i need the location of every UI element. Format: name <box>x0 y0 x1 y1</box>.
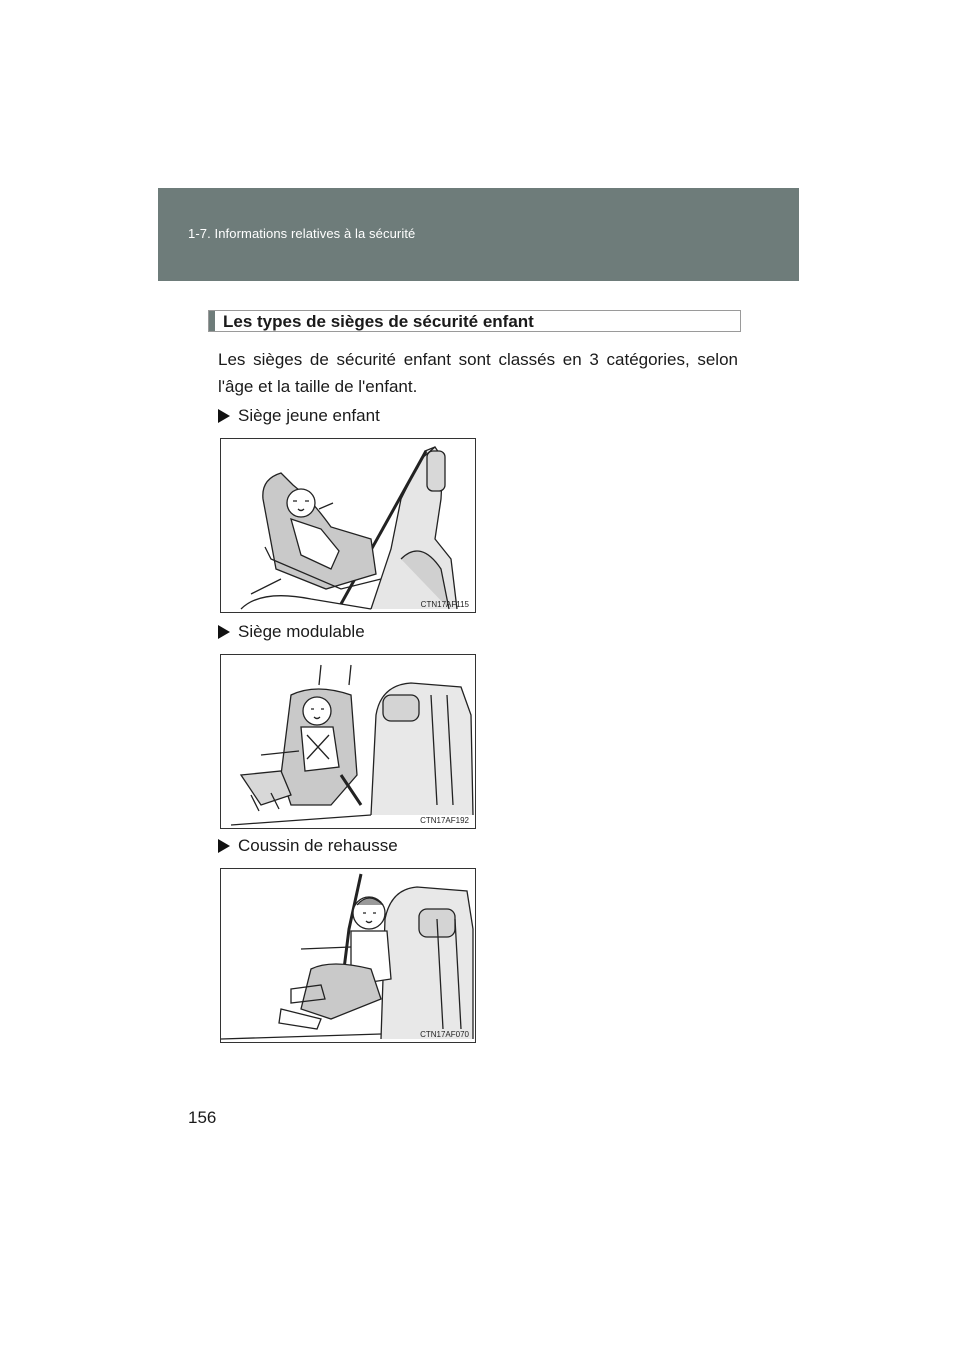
triangle-bullet-icon <box>218 839 230 853</box>
list-item-convertible-seat <box>218 622 365 642</box>
illustration-code: CTN17AF192 <box>420 816 469 825</box>
illustration-code: CTN17AF115 <box>420 600 469 609</box>
list-item-label: Coussin de rehausse <box>238 836 398 855</box>
list-item-booster-seat <box>218 836 398 856</box>
list-item-label: Siège jeune enfant <box>238 406 380 425</box>
intro-line-1: Les sièges de sécurité enfant sont classés en 3 catégories, selon <box>218 350 738 369</box>
booster-seat-illustration <box>220 868 476 1043</box>
intro-paragraph <box>218 346 738 400</box>
heading-accent-bar <box>209 311 215 331</box>
section-heading <box>208 310 741 332</box>
intro-line-2: l'âge et la taille de l'enfant. <box>218 377 418 396</box>
page-number: 156 <box>188 1108 217 1127</box>
illustration-code: CTN17AF070 <box>420 1030 469 1039</box>
section-breadcrumb: 1-7. Informations relatives à la sécurité <box>188 226 416 241</box>
list-item-label: Siège modulable <box>238 622 365 641</box>
infant-seat-illustration <box>220 438 476 613</box>
triangle-bullet-icon <box>218 409 230 423</box>
triangle-bullet-icon <box>218 625 230 639</box>
section-heading-label: Les types de sièges de sécurité enfant <box>223 312 534 331</box>
convertible-seat-illustration <box>220 654 476 829</box>
list-item-infant-seat <box>218 406 380 426</box>
